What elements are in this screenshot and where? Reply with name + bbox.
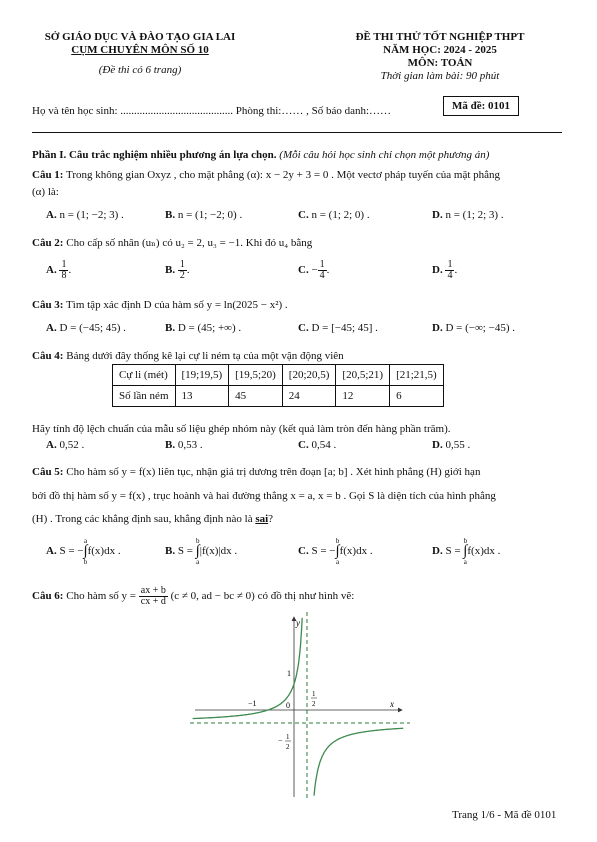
q4-option-a[interactable]: A. 0,52 . [46, 439, 85, 451]
question-text: Cho hàm số y = f(x) liên tục, nhận giá trị dương trên đoạn [a; b] . Xét hình phẳng (H) giới hạn [66, 466, 481, 478]
origin-label: 0 [286, 701, 290, 710]
question-4-cont: Hãy tính độ lệch chuẩn của mẫu số liệu ghép nhóm này (kết quả làm tròn đến hàng phần trăm). [32, 423, 451, 435]
y-one-label: 1 [287, 669, 291, 678]
q2-option-c[interactable]: C. − $\frac{1}{4}$ . [298, 259, 330, 281]
table-cell: Số lần ném [113, 386, 176, 407]
header-right [325, 31, 555, 83]
header-left [40, 31, 240, 77]
q5-option-c[interactable]: C. S = − b ∫ a f(x)dx . [298, 537, 373, 566]
q5-option-d[interactable]: D. S = b ∫ a f(x)dx . [432, 537, 501, 566]
q2-option-b[interactable]: B. $\frac{1}{2}$ . [165, 259, 190, 281]
q1-option-c[interactable]: C. n = (1; 2; 0) . [298, 209, 370, 221]
question-5-cont2: (H) . Trong các khẳng định sau, khẳng định nào là sai? [32, 513, 274, 525]
q3-option-c[interactable]: C. D = [−45; 45] . [298, 322, 378, 334]
question-5-cont: bởi đồ thị hàm số y = f(x) , trục hoành và hai đường thẳng x = a, x = b . Gọi S là diện tích của hình phẳng [32, 490, 496, 502]
x-half-den: 2 [312, 700, 316, 708]
question-text: Cho cấp số nhân (uₙ) có u₂ = 2, u₃ = −1. Khi đó u₄ bằng [66, 237, 313, 249]
question-3 [32, 298, 288, 312]
duration: Thời gian làm bài: 90 phút [380, 70, 500, 82]
q2-option-d[interactable]: D. $\frac{1}{4}$ . [432, 259, 458, 281]
question-4 [32, 349, 344, 363]
q1-option-b[interactable]: B. n = (1; −2; 0) . [165, 209, 243, 221]
x-minus-one-label: −1 [248, 699, 257, 708]
q4-option-b[interactable]: B. 0,53 . [165, 439, 203, 451]
question-label: Câu 4: [32, 350, 64, 362]
page-footer: Trang 1/6 - Mã đề 0101 [452, 809, 557, 821]
question-label: Câu 1: [32, 169, 64, 181]
table-cell: 24 [282, 386, 336, 407]
y-neg-half-num: 1 [286, 733, 290, 741]
question-text: Trong không gian Oxyz , cho mặt phẳng (α): x − 2y + 3 = 0 . Một vectơ pháp tuyến của mặt phẳng [66, 169, 501, 181]
q1-option-a[interactable]: A. n = (1; −2; 3) . [46, 209, 124, 221]
q4-option-c[interactable]: C. 0,54 . [298, 439, 337, 451]
part-note: (Mỗi câu hỏi học sinh chỉ chọn một phương án) [279, 149, 490, 161]
table-cell: 12 [336, 386, 390, 407]
x-axis-label: x [390, 699, 394, 709]
table-cell: [21;21,5) [390, 365, 444, 386]
graph-branch-right [314, 728, 403, 795]
part-title: Phần I. Câu trắc nghiệm nhiều phương án lựa chọn. [32, 149, 277, 161]
table-row [113, 386, 444, 407]
emphasis: sai [255, 513, 269, 525]
table-cell: [19;19,5) [175, 365, 229, 386]
table-row [113, 365, 444, 386]
cluster-name: CỤM CHUYÊN MÔN SỐ 10 [71, 44, 209, 56]
department-name: SỞ GIÁO DỤC VÀ ĐÀO TẠO GIA LAI [44, 31, 236, 43]
question-label: Câu 2: [32, 237, 64, 249]
q5-option-a[interactable]: A. S = − a ∫ b f(x)dx . [46, 537, 121, 566]
q2-option-a[interactable]: A. $\frac{1}{8}$ . [46, 259, 72, 281]
exam-code-box: Mã đề: 0101 [443, 96, 519, 116]
table-cell: 13 [175, 386, 229, 407]
page-count-note: (Đề thi có 6 trang) [98, 64, 182, 76]
part-heading [32, 148, 489, 162]
stats-table [112, 364, 444, 407]
table-cell: 45 [229, 386, 283, 407]
table-cell: Cự li (mét) [113, 365, 176, 386]
header-divider [32, 132, 562, 133]
question-label: Câu 5: [32, 466, 64, 478]
question-text: Bảng dưới đây thống kê lại cự li ném tạ của một vận động viên [66, 350, 344, 362]
q3-option-d[interactable]: D. D = (−∞; −45) . [432, 322, 515, 334]
q4-option-d[interactable]: D. 0,55 . [432, 439, 471, 451]
x-half-num: 1 [312, 690, 316, 698]
q5-option-b[interactable]: B. S = b ∫ a |f(x)|dx . [165, 537, 238, 566]
question-label: Câu 3: [32, 299, 64, 311]
student-info-line: Họ và tên học sinh: ......................................... Phòng thi:…… , Số báo danh:…… [32, 105, 392, 117]
table-cell: [20,5;21) [336, 365, 390, 386]
subject: MÔN: TOÁN [407, 57, 473, 69]
function-graph [190, 612, 410, 800]
q1-option-d[interactable]: D. n = (1; 2; 3) . [432, 209, 504, 221]
question-2 [32, 236, 312, 250]
question-5 [32, 465, 480, 479]
exam-title: ĐỀ THI THỬ TỐT NGHIỆP THPT [355, 31, 525, 43]
school-year: NĂM HỌC: 2024 - 2025 [383, 44, 497, 56]
question-text: Tìm tập xác định D của hàm số y = ln(2025 − x²) . [66, 299, 288, 311]
q3-option-a[interactable]: A. D = (−45; 45) . [46, 322, 126, 334]
question-label: Câu 6: [32, 590, 64, 603]
q3-option-b[interactable]: B. D = (45; +∞) . [165, 322, 242, 334]
question-1 [32, 168, 500, 182]
y-axis-label: y [296, 618, 300, 628]
table-cell: 6 [390, 386, 444, 407]
table-cell: [20;20,5) [282, 365, 336, 386]
question-6: Câu 6: Cho hàm số y = $\frac{ax + b}{cx + d}$ (c ≠ 0, ad − bc ≠ 0) có đồ thị như hình vẽ: [32, 585, 355, 607]
neg-half-sign: − [278, 736, 283, 745]
question-1-cont: (α) là: [32, 186, 59, 198]
y-neg-half-den: 2 [286, 743, 290, 751]
table-cell: [19,5;20) [229, 365, 283, 386]
